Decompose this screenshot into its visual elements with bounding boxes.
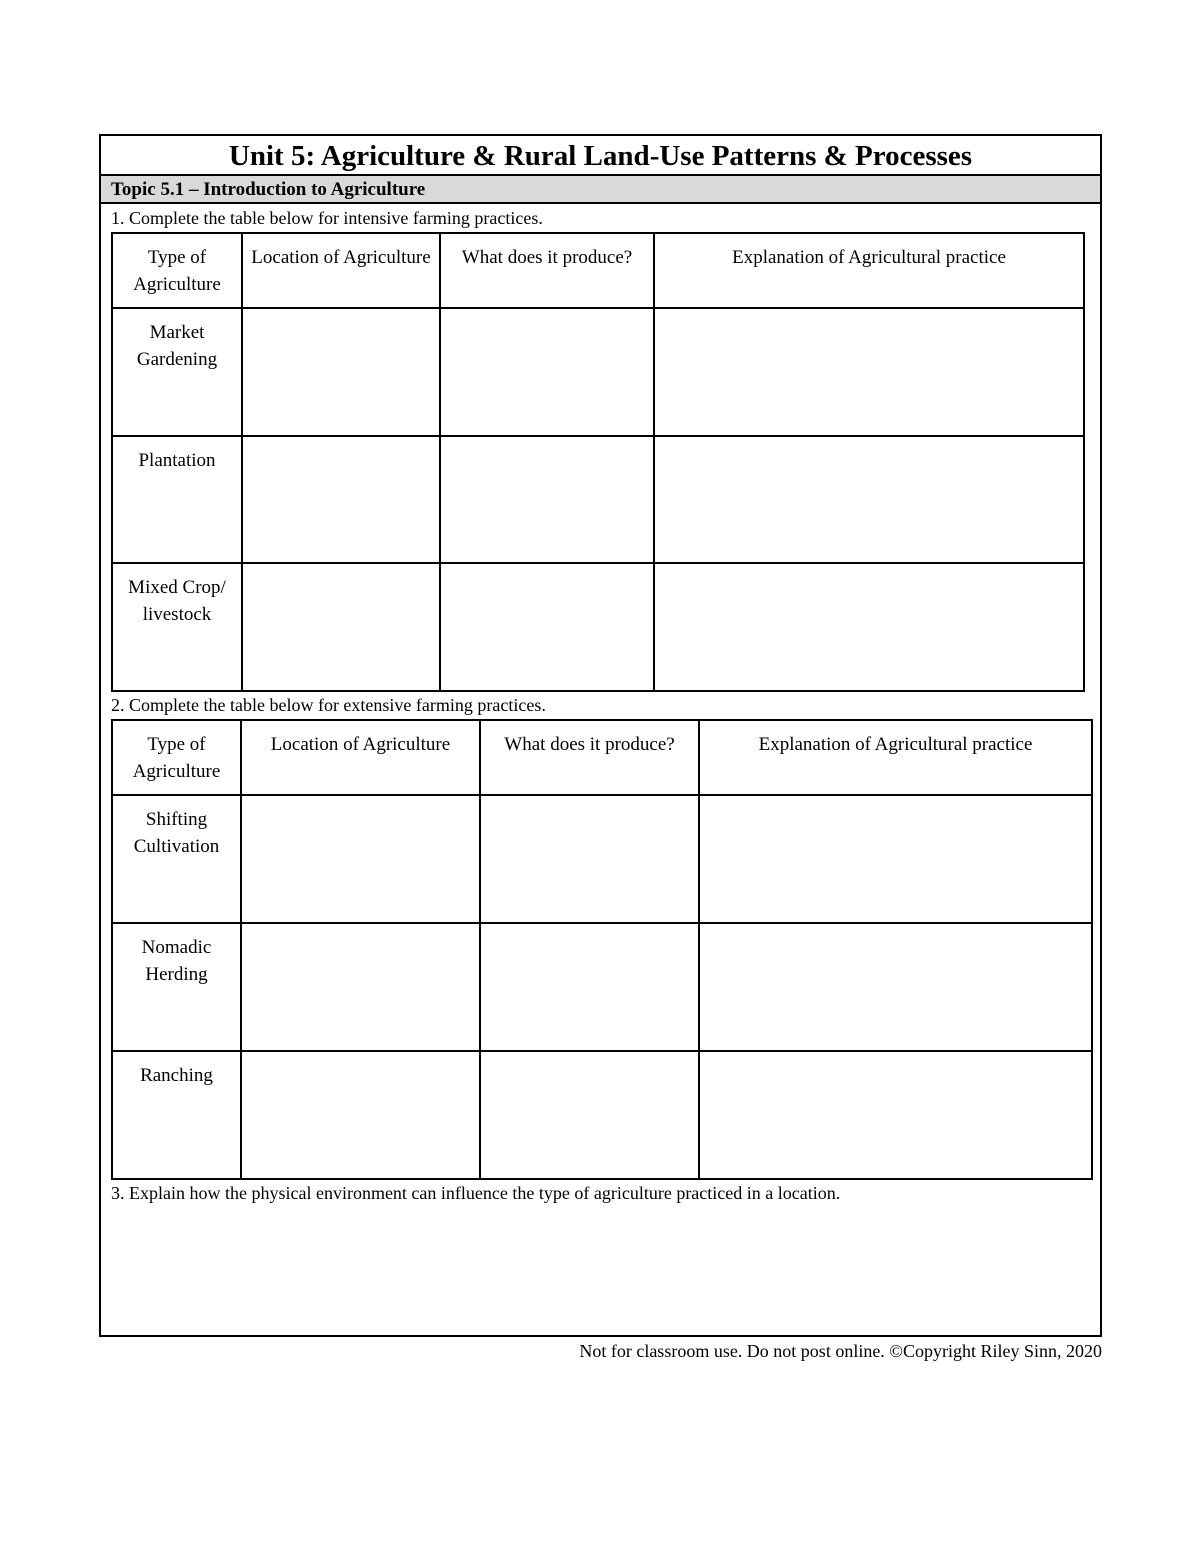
header-explanation: Explanation of Agricultural practice bbox=[654, 233, 1084, 308]
worksheet-title: Unit 5: Agriculture & Rural Land-Use Patterns & Processes bbox=[101, 136, 1100, 176]
produce-cell[interactable] bbox=[480, 1051, 699, 1179]
header-explanation: Explanation of Agricultural practice bbox=[699, 720, 1092, 795]
table-row bbox=[112, 308, 1084, 436]
location-cell[interactable] bbox=[242, 436, 440, 563]
copyright-footer: Not for classroom use. Do not post online. ©Copyright Riley Sinn, 2020 bbox=[579, 1341, 1102, 1361]
header-location: Location of Agriculture bbox=[241, 720, 480, 795]
row-label: Ranching bbox=[112, 1051, 241, 1179]
table-row bbox=[112, 923, 1092, 1051]
extensive-farming-table bbox=[111, 719, 1093, 1180]
question-1-prompt: 1. Complete the table below for intensive farming practices. bbox=[111, 208, 543, 228]
row-label: Plantation bbox=[112, 436, 242, 563]
header-type: Type of Agriculture bbox=[112, 233, 242, 308]
produce-cell[interactable] bbox=[480, 923, 699, 1051]
explanation-cell[interactable] bbox=[699, 923, 1092, 1051]
location-cell[interactable] bbox=[242, 308, 440, 436]
row-label: Nomadic Herding bbox=[112, 923, 241, 1051]
location-cell[interactable] bbox=[242, 563, 440, 691]
produce-cell[interactable] bbox=[440, 308, 654, 436]
table-row bbox=[112, 1051, 1092, 1179]
header-produce: What does it produce? bbox=[480, 720, 699, 795]
explanation-cell[interactable] bbox=[699, 1051, 1092, 1179]
location-cell[interactable] bbox=[241, 1051, 480, 1179]
table-header-row bbox=[112, 233, 1084, 308]
table-row bbox=[112, 795, 1092, 923]
explanation-cell[interactable] bbox=[654, 308, 1084, 436]
explanation-cell[interactable] bbox=[654, 563, 1084, 691]
header-produce: What does it produce? bbox=[440, 233, 654, 308]
row-label: Mixed Crop/ livestock bbox=[112, 563, 242, 691]
table-row bbox=[112, 563, 1084, 691]
intensive-farming-table bbox=[111, 232, 1085, 692]
table-header-row bbox=[112, 720, 1092, 795]
question-3-prompt: 3. Explain how the physical environment can influence the type of agriculture practiced in a location. bbox=[111, 1183, 841, 1203]
explanation-cell[interactable] bbox=[654, 436, 1084, 563]
header-location: Location of Agriculture bbox=[242, 233, 440, 308]
table-row bbox=[112, 436, 1084, 563]
produce-cell[interactable] bbox=[480, 795, 699, 923]
produce-cell[interactable] bbox=[440, 563, 654, 691]
produce-cell[interactable] bbox=[440, 436, 654, 563]
location-cell[interactable] bbox=[241, 795, 480, 923]
header-type: Type of Agriculture bbox=[112, 720, 241, 795]
row-label: Market Gardening bbox=[112, 308, 242, 436]
worksheet bbox=[99, 134, 1102, 1337]
answer-area[interactable] bbox=[111, 1208, 1091, 1328]
location-cell[interactable] bbox=[241, 923, 480, 1051]
row-label: Shifting Cultivation bbox=[112, 795, 241, 923]
explanation-cell[interactable] bbox=[699, 795, 1092, 923]
topic-heading: Topic 5.1 – Introduction to Agriculture bbox=[101, 176, 1100, 204]
question-2-prompt: 2. Complete the table below for extensive farming practices. bbox=[111, 695, 546, 715]
